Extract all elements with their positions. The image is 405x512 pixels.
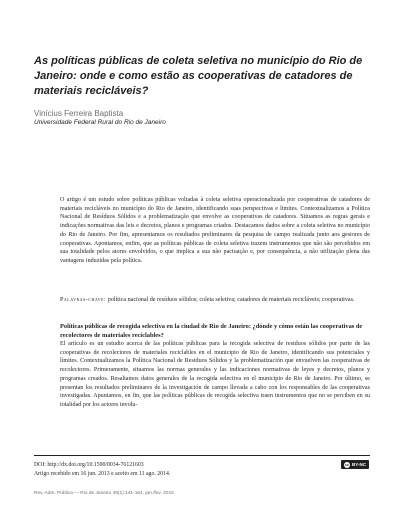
abstract-portuguese: O artigo é um estudo sobre políticas públicas voltadas à coleta seletiva operacionalizada por cooperativas de catadores de materiais recicláveis no município do Rio de Janeiro, identificando suas perspectivas e limites. Contextualizamos a Política Nacional de Resíduos Sólidos e a problematização que envolve as cooperativas de catadores. Situamos as regras gerais e indicações normativas das leis e decretos, planos e programas criados. Destacamos dados sobre a coleta seletiva no município do Rio de Janeiro. Por fim, apresentamos os resultados preliminares da pesquisa de campo realizada junto aos gestores de cooperativas. Apontamos, enfim, que as políticas públicas de coleta seletiva trazem instrumentos que não são percebidos em sua totalidade pelos atores envolvidos, o que implica a sua não pactuação e, por consequência, a não utilização plena das vantagens induzidas pela política. [60, 197, 370, 264]
article-title: As políticas públicas de coleta seletiva no município do Rio de Janeiro: onde e como estão as cooperativas de catadores de materiais recicláveis? [34, 55, 363, 97]
cc-icon: cc [345, 462, 349, 467]
license-label: BY-NC [351, 462, 366, 467]
cc-license-badge[interactable] [341, 460, 369, 469]
keywords-label: Palavras-chave: [60, 297, 107, 303]
keywords [60, 296, 370, 305]
received-date: Artigo recebido em 16 jun. 2013 e aceito em 11 ago. 2014. [34, 471, 171, 477]
journal-footer: Rev. Adm. Pública — Rio de Janeiro 49(1):141-164, jan./fev. 2015 [34, 491, 174, 496]
doi-link[interactable]: DOI: http://dx.doi.org/10.1590/0034-76121603 [34, 462, 144, 468]
author-affiliation: Universidade Federal Rural do Rio de Janeiro [34, 119, 166, 126]
spanish-title: Políticas públicas de recogida selectiva en la ciudad de Rio de Janeiro: ¿dónde y cómo están las cooperativas de recolectores de materiales reciclables? [60, 323, 363, 339]
abstract-spanish: El artículo es un estudio acerca de las políticas públicas para la recogida selectiva de residuos sólidos por parte de las cooperativas de recolectores de materiales reciclables en el municipio de Rio de Janeiro, identificando sus potenciales y límites. Contextualizamos la Política Nacional de Residuos Sólidos y la problematización que envuelven las cooperativas de recolectores. Primeramente, situamos las normas generales y las indicaciones normativas de leyes y decretos, planos y programas creados. Resaltamos datos generales de la recogida selectiva en el municipio de Rio de Janeiro. Por último, se presentan los resultados preliminares de la investigación de campo llevada a cabo con los responsables de las cooperativas investigadas. Apuntamos, en fin, que las políticas públicas de recogida selectiva traen instrumentos que no se perciben en su totalidad por los actores involu- [60, 341, 370, 408]
author-name: Vinícius Ferreira Baptista [34, 109, 124, 118]
keywords-text: política nacional de resíduos sólidos; coleta seletiva; catadores de materiais recicláveis; cooperativas. [107, 297, 355, 303]
footnote-divider [34, 455, 370, 456]
